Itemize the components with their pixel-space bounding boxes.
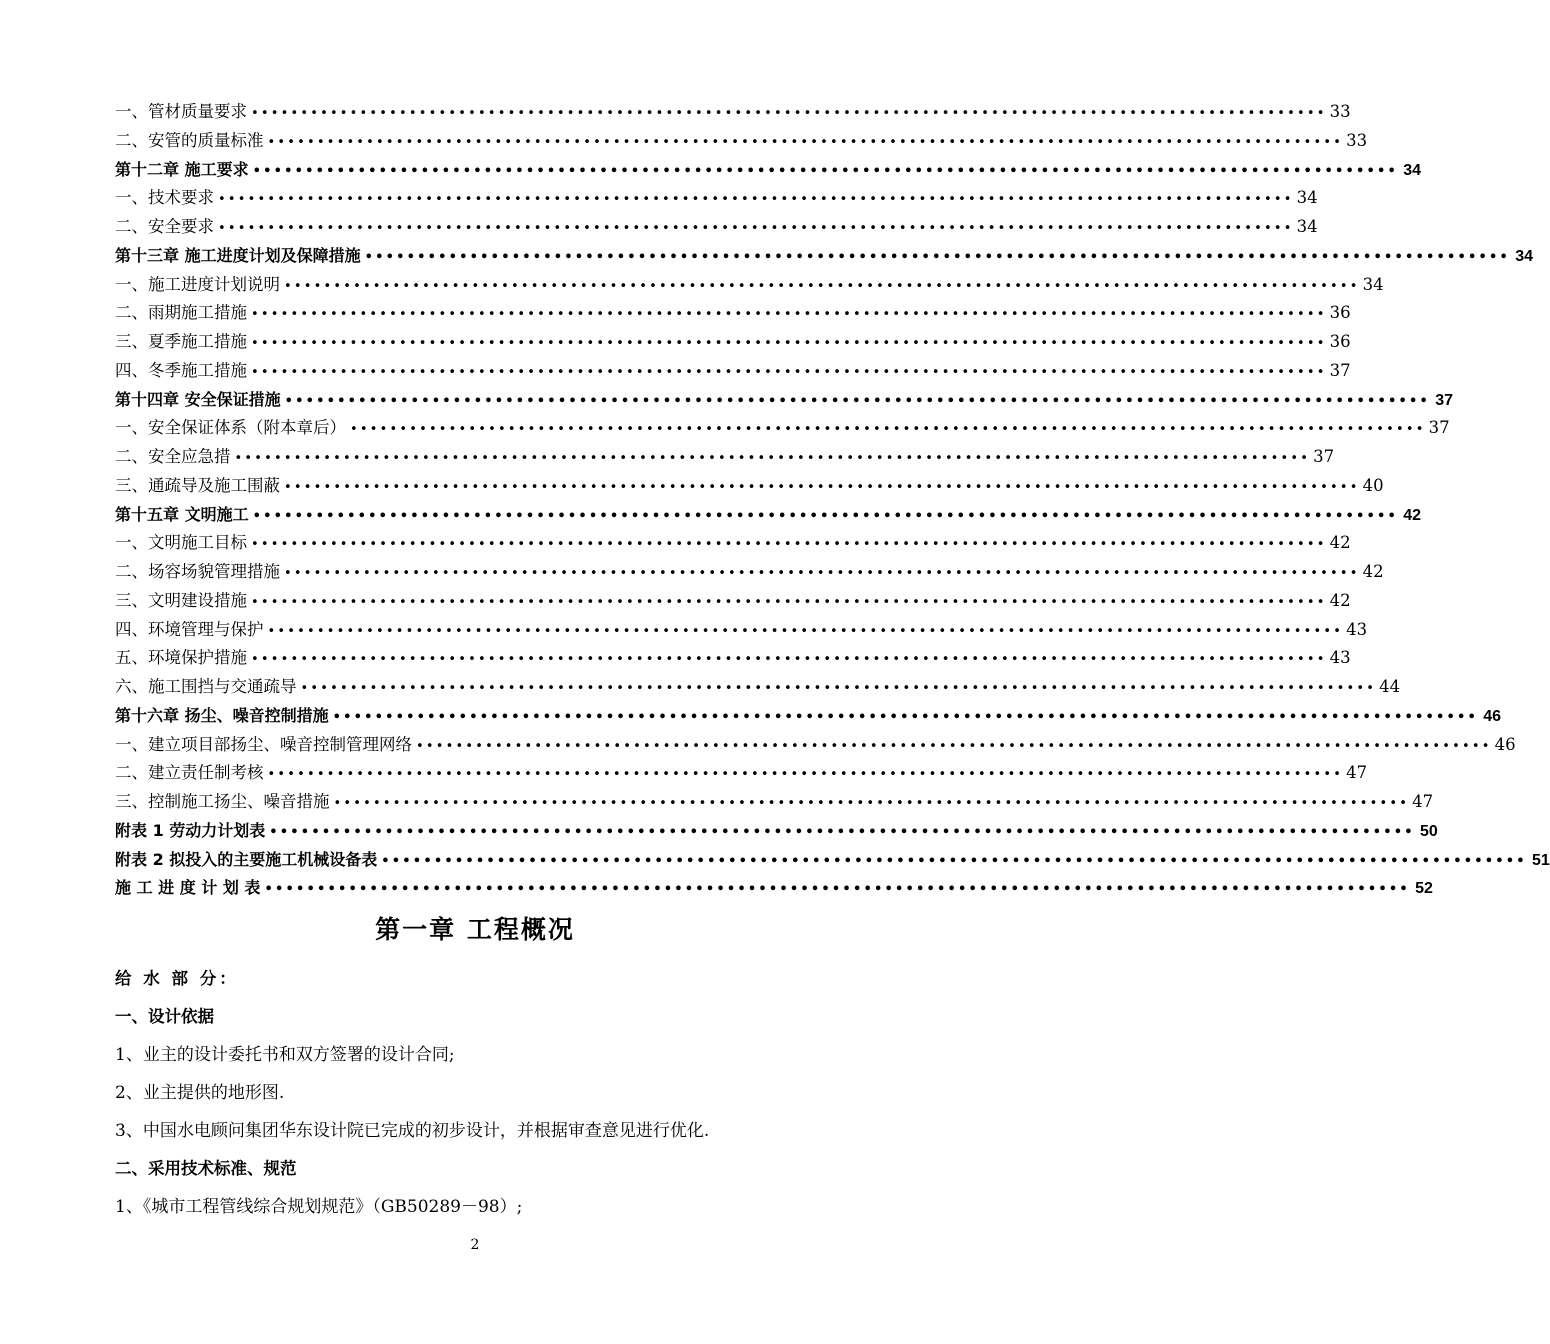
toc-dot-leader: ••••••••••••••••••••••••••••••••••••••••••••••••••••••••••••••••••••••••••••••••••••••••••••••••••••••••••••• <box>269 824 1415 840</box>
toc-entry-label: 六、施工围挡与交通疏导 <box>115 677 297 696</box>
toc-dot-leader: ••••••••••••••••••••••••••••••••••••••••••••••••••••••••••••••••••••••••••••••••••••••••••••••••••••••••••••• <box>267 623 1344 639</box>
toc-dot-leader: ••••••••••••••••••••••••••••••••••••••••••••••••••••••••••••••••••••••••••••••••••••••••••••••••••••••••••••• <box>284 393 1431 409</box>
toc-section-entry[interactable] <box>115 213 1318 242</box>
toc-dot-leader: ••••••••••••••••••••••••••••••••••••••••••••••••••••••••••••••••••••••••••••••••••••••••••••••••••••••••••••• <box>251 307 1327 323</box>
toc-page-number: 34 <box>1296 217 1318 236</box>
toc-entry-label: 四、环境管理与保护 <box>115 619 264 639</box>
toc-chapter-entry[interactable] <box>115 386 1454 415</box>
toc-section-entry[interactable] <box>115 673 1401 702</box>
toc-entry-label: 二、建立责任制考核 <box>115 763 264 783</box>
toc-section-entry[interactable] <box>115 587 1351 616</box>
section-heading: 给 水 部 分： <box>115 969 239 988</box>
toc-section-entry[interactable] <box>115 127 1368 156</box>
paragraph: 1、业主的设计委托书和双方签署的设计合同; <box>115 1045 455 1065</box>
toc-entry-label: 附表 2 拟投入的主要施工机械设备表 <box>115 849 378 869</box>
toc-entry-label: 五、环境保护措施 <box>115 648 247 668</box>
toc-entry-label: 第十五章 文明施工 <box>115 504 249 524</box>
toc-section-entry[interactable] <box>115 271 1384 300</box>
toc-page-number: 46 <box>1494 734 1516 754</box>
toc-section-entry[interactable] <box>115 357 1351 386</box>
toc-page-number: 42 <box>1329 533 1351 553</box>
paragraph: 3、中国水电顾问集团华东设计院已完成的初步设计，并根据审查意见进行优化. <box>115 1121 710 1141</box>
toc-page-number: 47 <box>1346 763 1368 783</box>
paragraph: 2、业主提供的地形图. <box>115 1083 285 1103</box>
toc-page-number: 33 <box>1346 130 1368 150</box>
toc-entry-label: 一、文明施工目标 <box>115 533 247 553</box>
toc-dot-leader: ••••••••••••••••••••••••••••••••••••••••••••••••••••••••••••••••••••••••••••••••••••••••••••••••••••••••••••• <box>251 537 1327 553</box>
table-of-contents <box>115 98 1550 903</box>
toc-section-entry[interactable] <box>115 98 1351 127</box>
page-number: 2 <box>470 1237 480 1253</box>
toc-entry-label: 第十三章 施工进度计划及保障措施 <box>115 245 361 265</box>
toc-section-entry[interactable] <box>115 644 1351 673</box>
toc-entry-label: 二、场容场貌管理措施 <box>115 562 280 581</box>
toc-entry-label: 第十六章 扬尘、噪音控制措施 <box>115 705 329 725</box>
toc-chapter-entry[interactable] <box>115 874 1433 903</box>
toc-page-number: 43 <box>1346 619 1368 639</box>
toc-entry-label: 二、安全要求 <box>115 217 214 236</box>
toc-dot-leader: ••••••••••••••••••••••••••••••••••••••••••••••••••••••••••••••••••••••••••••••••••••••••••••••••••••••••••••• <box>264 882 1410 898</box>
toc-dot-leader: ••••••••••••••••••••••••••••••••••••••••••••••••••••••••••••••••••••••••••••••••••••••••••••••••••••••••••••• <box>284 278 1360 294</box>
toc-dot-leader: ••••••••••••••••••••••••••••••••••••••••••••••••••••••••••••••••••••••••••••••••••••••••••••••••••••••••••••• <box>267 767 1344 783</box>
toc-section-entry[interactable] <box>115 759 1368 788</box>
paragraph: 1、《城市工程管线综合规划规范》（GB50289－98）; <box>115 1197 523 1217</box>
toc-page-number: 34 <box>1403 161 1422 179</box>
toc-entry-label: 三、文明建设措施 <box>115 590 247 610</box>
toc-section-entry[interactable] <box>115 328 1351 357</box>
toc-dot-leader: ••••••••••••••••••••••••••••••••••••••••••••••••••••••••••••••••••••••••••••••••••••••••••••••••••••••••••••• <box>267 134 1344 150</box>
toc-dot-leader: ••••••••••••••••••••••••••••••••••••••••••••••••••••••••••••••••••••••••••••••••••••••••••••••••••••••••••••• <box>252 163 1399 179</box>
toc-dot-leader: ••••••••••••••••••••••••••••••••••••••••••••••••••••••••••••••••••••••••••••••••••••••••••••••••••••••••••••• <box>333 796 1410 811</box>
toc-section-entry[interactable] <box>115 184 1318 213</box>
toc-entry-label: 三、通疏导及施工围蔽 <box>115 475 280 495</box>
chapter-title: 第一章 工程概况 <box>375 915 575 944</box>
section-heading: 二、采用技术标准、规范 <box>115 1159 297 1178</box>
toc-dot-leader: ••••••••••••••••••••••••••••••••••••••••••••••••••••••••••••••••••••••••••••••••••••••••••••••••••••••••••••• <box>381 853 1527 869</box>
toc-entry-label: 一、管材质量要求 <box>115 102 247 121</box>
toc-dot-leader: ••••••••••••••••••••••••••••••••••••••••••••••••••••••••••••••••••••••••••••••••••••••••••••••••••••••••••••• <box>251 336 1327 351</box>
toc-page-number: 42 <box>1329 590 1351 610</box>
toc-dot-leader: ••••••••••••••••••••••••••••••••••••••••••••••••••••••••••••••••••••••••••••••••••••••••••••••••••••••••••••• <box>252 508 1399 524</box>
toc-section-entry[interactable] <box>115 414 1450 443</box>
toc-section-entry[interactable] <box>115 731 1516 760</box>
toc-section-entry[interactable] <box>115 472 1384 501</box>
toc-chapter-entry[interactable] <box>115 817 1438 846</box>
toc-entry-label: 一、技术要求 <box>115 188 214 208</box>
toc-chapter-entry[interactable] <box>115 156 1422 185</box>
toc-entry-label: 二、安全应急措 <box>115 447 231 466</box>
toc-entry-label: 施 工 进 度 计 划 表 <box>115 878 261 898</box>
toc-chapter-entry[interactable] <box>115 846 1550 875</box>
toc-dot-leader: ••••••••••••••••••••••••••••••••••••••••••••••••••••••••••••••••••••••••••••••••••••••••••••••••••••••••••••• <box>284 479 1360 495</box>
toc-dot-leader: ••••••••••••••••••••••••••••••••••••••••••••••••••••••••••••••••••••••••••••••••••••••••••••••••••••••••••••• <box>218 221 1294 236</box>
toc-entry-label: 一、施工进度计划说明 <box>115 274 280 294</box>
toc-dot-leader: ••••••••••••••••••••••••••••••••••••••••••••••••••••••••••••••••••••••••••••••••••••••••••••••••••••••••••••• <box>332 709 1479 725</box>
toc-entry-label: 二、雨期施工措施 <box>115 303 247 323</box>
toc-chapter-entry[interactable] <box>115 242 1534 271</box>
toc-chapter-entry[interactable] <box>115 501 1422 530</box>
toc-entry-label: 一、建立项目部扬尘、噪音控制管理网络 <box>115 734 412 754</box>
toc-page-number: 34 <box>1362 274 1384 294</box>
toc-page-number: 43 <box>1329 648 1351 668</box>
toc-page-number: 34 <box>1515 247 1534 265</box>
toc-page-number: 37 <box>1435 391 1454 409</box>
toc-dot-leader: ••••••••••••••••••••••••••••••••••••••••••••••••••••••••••••••••••••••••••••••••••••••••••••••••••••••••••••• <box>251 106 1327 121</box>
toc-page-number: 47 <box>1412 792 1434 811</box>
section-heading: 一、设计依据 <box>115 1007 214 1026</box>
toc-dot-leader: ••••••••••••••••••••••••••••••••••••••••••••••••••••••••••••••••••••••••••••••••••••••••••••••••••••••••••••• <box>284 566 1360 581</box>
toc-page-number: 37 <box>1428 418 1450 438</box>
toc-page-number: 42 <box>1362 562 1384 581</box>
toc-dot-leader: ••••••••••••••••••••••••••••••••••••••••••••••••••••••••••••••••••••••••••••••••••••••••••••••••••••••••••••• <box>251 652 1327 668</box>
toc-page-number: 50 <box>1419 822 1438 840</box>
toc-entry-label: 第十二章 施工要求 <box>115 159 249 179</box>
toc-dot-leader: ••••••••••••••••••••••••••••••••••••••••••••••••••••••••••••••••••••••••••••••••••••••••••••••••••••••••••••• <box>251 364 1327 380</box>
toc-dot-leader: ••••••••••••••••••••••••••••••••••••••••••••••••••••••••••••••••••••••••••••••••••••••••••••••••••••••••••••• <box>300 681 1377 696</box>
toc-section-entry[interactable] <box>115 529 1351 558</box>
toc-page-number: 33 <box>1329 102 1351 121</box>
toc-entry-label: 附表 1 劳动力计划表 <box>115 820 266 840</box>
body-text <box>115 960 835 1226</box>
toc-page-number: 46 <box>1483 707 1502 725</box>
toc-section-entry[interactable] <box>115 443 1335 472</box>
toc-page-number: 40 <box>1362 475 1384 495</box>
toc-chapter-entry[interactable] <box>115 702 1502 731</box>
toc-section-entry[interactable] <box>115 788 1434 817</box>
toc-section-entry[interactable] <box>115 616 1368 645</box>
toc-page-number: 42 <box>1403 506 1422 524</box>
toc-entry-label: 二、安管的质量标准 <box>115 130 264 150</box>
toc-page-number: 44 <box>1379 677 1401 696</box>
toc-page-number: 37 <box>1313 447 1335 466</box>
toc-dot-leader: ••••••••••••••••••••••••••••••••••••••••••••••••••••••••••••••••••••••••••••••••••••••••••••••••••••••••••••• <box>218 192 1294 208</box>
toc-page-number: 34 <box>1296 188 1318 208</box>
toc-dot-leader: ••••••••••••••••••••••••••••••••••••••••••••••••••••••••••••••••••••••••••••••••••••••••••••••••••••••••••••• <box>234 451 1311 466</box>
toc-section-entry[interactable] <box>115 558 1384 587</box>
toc-page-number: 52 <box>1415 880 1433 898</box>
toc-page-number: 36 <box>1329 332 1351 351</box>
toc-page-number: 36 <box>1329 303 1351 323</box>
toc-entry-label: 三、控制施工扬尘、噪音措施 <box>115 792 330 811</box>
toc-page-number: 51 <box>1531 851 1550 869</box>
toc-page-number: 37 <box>1329 360 1351 380</box>
toc-section-entry[interactable] <box>115 299 1351 328</box>
toc-dot-leader: ••••••••••••••••••••••••••••••••••••••••••••••••••••••••••••••••••••••••••••••••••••••••••••••••••••••••••••• <box>364 249 1511 265</box>
toc-entry-label: 三、夏季施工措施 <box>115 332 247 351</box>
toc-dot-leader: ••••••••••••••••••••••••••••••••••••••••••••••••••••••••••••••••••••••••••••••••••••••••••••••••••••••••••••• <box>416 738 1492 754</box>
toc-dot-leader: ••••••••••••••••••••••••••••••••••••••••••••••••••••••••••••••••••••••••••••••••••••••••••••••••••••••••••••• <box>251 594 1327 610</box>
toc-entry-label: 第十四章 安全保证措施 <box>115 389 281 409</box>
toc-entry-label: 一、安全保证体系（附本章后） <box>115 418 346 438</box>
toc-dot-leader: ••••••••••••••••••••••••••••••••••••••••••••••••••••••••••••••••••••••••••••••••••••••••••••••••••••••••••••• <box>350 422 1426 438</box>
toc-entry-label: 四、冬季施工措施 <box>115 360 247 380</box>
